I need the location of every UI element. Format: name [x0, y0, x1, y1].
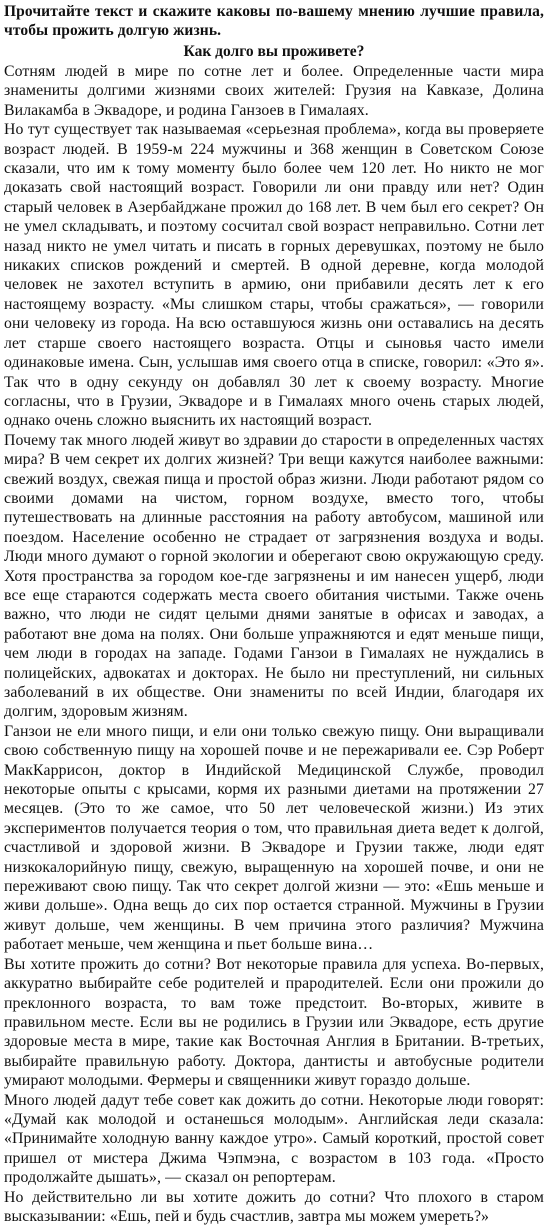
document-title: Как долго вы проживете?: [183, 43, 365, 60]
paragraph-4: Ганзои не ели много пищи, и ели они только свежую пищу. Они выращивали свою собственную пищу на хорошей почве и не пережаривали ее. Сэр Роберт МакКаррисон, доктор в Индийской Медицинской Службе, проводил некоторые опыты с крысами, кормя их разными диетами на протяжении 27 месяцев. (Это то же самое, что 50 лет человеческой жизни.) Из этих экспериментов получается теория о том, что правильная диета ведет к долгой, счастливой и здоровой жизни. В Эквадоре и Грузии также, люди едят низкокалорийную пищу, свежую, выращенную на хорошей почве, и они не переживают свою пищу. Так что секрет долгой жизни — это: «Ешь меньше и живи дольше». Одна вещь до сих пор остается странной. Мужчины в Грузии живут дольше, чем женщины. В чем причина этого различия? Мужчина работает меньше, чем женщина и пьет больше вина…: [4, 722, 544, 954]
paragraph-6: Много людей дадут тебе совет как дожить до сотни. Некоторые люди говорят: «Думай как молодой и останешься молодым». Английская леди сказала: «Принимайте холодную ванну каждое утро». Самый короткий, простой совет пришел от мистера Джима Чэпмэна, с возрастом в 103 года. «Просто продолжайте дышать», — сказал он репортерам.: [4, 1091, 544, 1187]
paragraph-1: Сотням людей в мире по сотне лет и более. Определенные части мира знамениты долгими жизнями своих жителей: Грузия на Кавказе, Долина Вилакамба в Эквадоре, и родина Ганзоев в Гималаях.: [4, 63, 544, 119]
paragraph-5: Вы хотите прожить до сотни? Вот некоторые правила для успеха. Во-первых, аккуратно выбирайте себе родителей и прародителей. Если они прожили до преклонного возраста, то вам тоже предстоит. Во-вторых, живите в правильном месте. Если вы не родились в Грузии или Эквадоре, есть другие здоровые места в мире, такие как Восточная Англия в Британии. В-третьих, выбирайте правильную работу. Доктора, дантисты и автобусные родители умирают молодыми. Фермеры и священники живут гораздо дольше.: [4, 955, 544, 1090]
paragraph-7: Но действительно ли вы хотите дожить до сотни? Что плохого в старом высказывании: «Ешь, пей и будь счастлив, завтра мы можем умереть?»: [4, 1188, 544, 1225]
instruction-text: Прочитайте текст и скажите каковы по-вашему мнению лучшие правила, чтобы прожить долгую жизнь.: [4, 3, 544, 39]
paragraph-3: Почему так много людей живут во здравии до старости в определенных частях мира? В чем секрет их долгих жизней? Три вещи кажутся наиболее важными: свежий воздух, свежая пища и простой образ жизни. Люди работают рядом со своими домами на чистом, горном воздухе, вместо того, чтобы путешествовать на длинные расстояния на работу автобусом, машиной или поездом. Население особенно не страдает от загрязнения воздуха и воды. Люди много думают о горной экологии и оберегают свою окружающую среду. Хотя пространства за городом кое-где загрязнены и им нанесен ущерб, люди все еще стараются содержать места своего обитания чистыми. Также очень важно, что люди не сидят целыми днями занятые в офисах и заводах, а работают вне дома на полях. Они больше упражняются и едят меньше пищи, чем люди в городах на западе. Годами Ганзои в Гималаях не нуждались в полицейских, адвокатах и докторах. Не было ни преступлений, ни сильных заболеваний в их обществе. Они знамениты по всей Индии, благодаря их долгим, здоровым жизням.: [4, 431, 544, 721]
paragraph-2: Но тут существует так называемая «серьезная проблема», когда вы проверяете возраст людей. В 1959-м 224 мужчины и 368 женщин в Советском Союзе сказали, что им к тому моменту было более чем 120 лет. Но никто не мог доказать свой настоящий возраст. Говорили ли они правду или нет? Один старый человек в Азербайджане прожил до 168 лет. В чем был его секрет? Он не умел складывать, и поэтому сосчитал свой возраст неправильно. Сотни лет назад никто не умел читать и писать в горных деревушках, поэтому не было никаких списков рождений и смертей. В одной деревне, когда молодой человек не захотел вступить в армию, они прибавили десять лет к его настоящему возрасту. «Мы слишком стары, чтобы сражаться», — говорили они человеку из города. На всю оставшуюся жизнь они оставались на десять лет старше своего настоящего возраста. Отцы и сыновья часто имели одинаковые имена. Сын, услышав имя своего отца в списке, говорил: «Это я». Так что в одну секунду он добавлял 30 лет к своему возрасту. Многие согласны, что в Грузии, Эквадоре и в Гималаях много очень старых людей, однако очень сложно выяснить их настоящий возраст.: [4, 121, 544, 430]
document-page: [4, 2, 544, 1225]
